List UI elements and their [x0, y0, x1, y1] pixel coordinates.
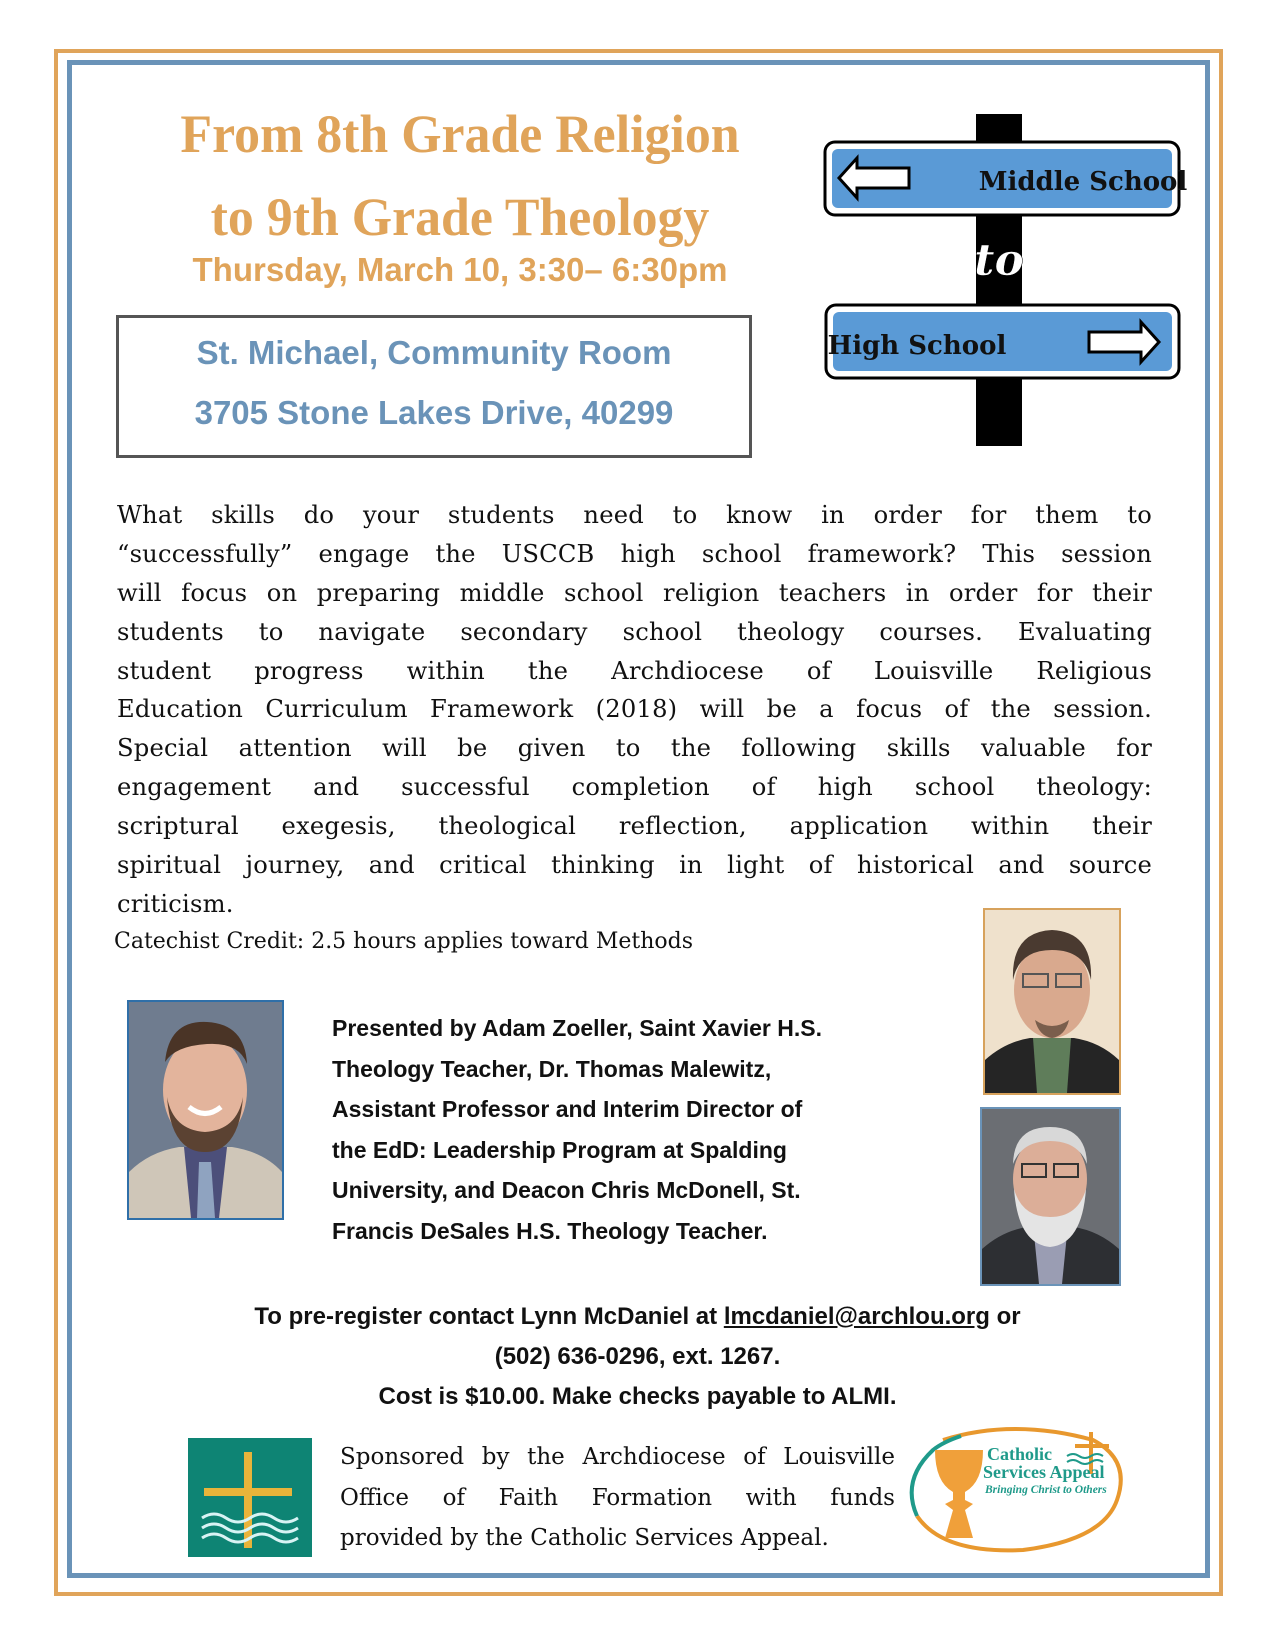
registration-suffix: or	[989, 1303, 1021, 1330]
presenters-line: Presented by Adam Zoeller, Saint Xavier H.S.	[332, 1015, 822, 1041]
csa-logo-tagline: Bringing Christ to Others	[985, 1484, 1107, 1496]
presenters-line: Theology Teacher, Dr. Thomas Malewitz,	[332, 1055, 772, 1082]
registration-cost: Cost is $10.00. Make checks payable to ALMI.	[378, 1383, 897, 1410]
description-line: Special attention will be given to the following skills valuable for	[117, 734, 1152, 763]
sponsor-line: provided by the Catholic Services Appeal.	[340, 1525, 829, 1551]
description-line: students to navigate secondary school theology courses. Evaluating	[117, 617, 1152, 646]
csa-logo-line2: Services Appeal	[983, 1462, 1105, 1482]
description-line: Education Curriculum Framework (2018) will be a focus of the session.	[117, 695, 1152, 724]
location-address: 3705 Stone Lakes Drive, 40299	[194, 394, 674, 431]
description-line: engagement and successful completion of high school theology:	[117, 773, 1152, 802]
middle-school-label: Middle School	[978, 167, 1187, 197]
high-school-sign	[826, 305, 1179, 378]
middle-school-sign	[825, 142, 1187, 215]
title-line-2: to 9th Grade Theology	[210, 187, 710, 247]
presenter-photo-thomas-malewitz	[983, 908, 1121, 1095]
event-date-time: Thursday, March 10, 3:30– 6:30pm	[192, 251, 728, 288]
archdiocese-logo	[188, 1438, 312, 1557]
description-line: “successfully” engage the USCCB high school framework? This session	[117, 539, 1152, 568]
sponsor-text	[340, 1437, 895, 1559]
presenters-text	[332, 1008, 952, 1251]
presenters-line: Francis DeSales H.S. Theology Teacher.	[332, 1217, 768, 1244]
high-school-label: High School	[827, 331, 1007, 361]
description-line: will focus on preparing middle school religion teachers in order for their	[117, 578, 1152, 607]
description-line: scriptural exegesis, theological reflection, application within their	[117, 812, 1152, 841]
sign-connector-to: to	[974, 235, 1024, 286]
signpost-graphic	[815, 110, 1187, 450]
title-line-1: From 8th Grade Religion	[180, 104, 740, 164]
description-paragraph	[117, 496, 1152, 924]
presenter-photo-chris-mcdonell	[980, 1107, 1121, 1286]
sponsor-line: Office of Faith Formation with funds	[340, 1484, 895, 1511]
registration-phone: (502) 636-0296, ext. 1267.	[494, 1343, 781, 1370]
registration-prefix: To pre-register contact Lynn McDaniel at	[254, 1303, 724, 1330]
description-line: spiritual journey, and critical thinking in light of historical and source	[117, 851, 1152, 880]
description-line: criticism.	[117, 889, 234, 918]
presenters-line: University, and Deacon Chris McDonell, St.	[332, 1177, 801, 1203]
presenter-photo-adam-zoeller	[127, 1000, 284, 1220]
presenters-line: Assistant Professor and Interim Director of	[332, 1096, 803, 1122]
description-line: student progress within the Archdiocese of Louisville Religious	[117, 656, 1152, 685]
registration-contact	[100, 1297, 1175, 1337]
email-link[interactable]: lmcdaniel@archlou.org	[723, 1303, 990, 1330]
catechist-credit: Catechist Credit: 2.5 hours applies toward Methods	[114, 929, 694, 954]
csa-logo-line1: Catholic	[987, 1444, 1052, 1464]
sponsor-line: Sponsored by the Archdiocese of Louisville	[340, 1444, 895, 1470]
description-line: What skills do your students need to know in order for them to	[117, 501, 1152, 529]
location-venue: St. Michael, Community Room	[196, 334, 672, 371]
presenters-line: the EdD: Leadership Program at Spalding	[332, 1136, 787, 1163]
